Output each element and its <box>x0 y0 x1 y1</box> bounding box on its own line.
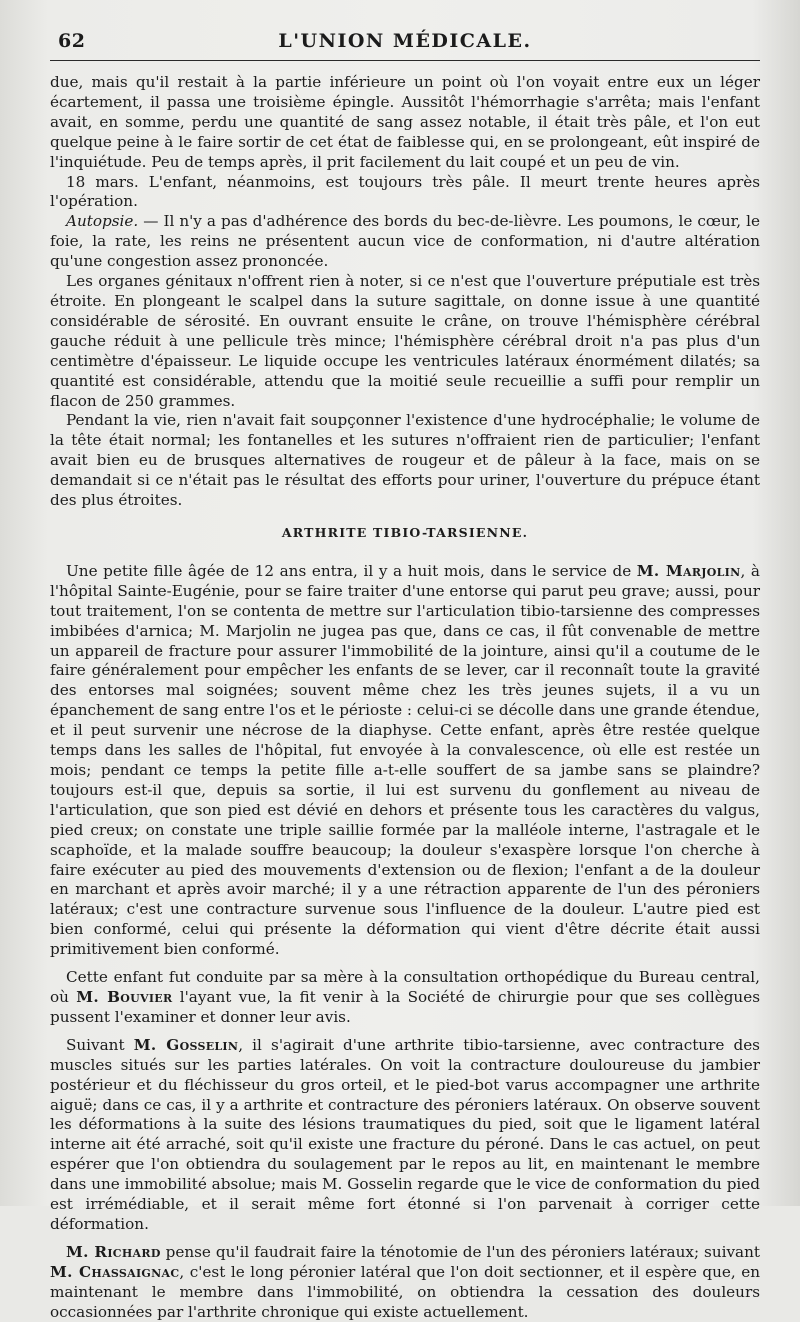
case-text-rest: , à l'hôpital Sainte-Eugénie, pour se faire traiter d'une entorse qui parut peu grave; aussi, pour tout traitement, l'on se contenta de mettre sur l'articulation tibio-tarsienne des compresses imbibées d'arnica; M. Marjolin ne jugea pas que, dans ce cas, il fût convenable de mettre un appareil de fracture pour assurer l'immobilité de la jointure, ainsi qu'il a coutume de le faire généralement pour empêcher les enfants de se lever, car il reconnaît toute la gravité des entorses mal soignées; souvent même chez les très jeunes sujets, il a vu un épanchement de sang entre l'os et le périoste : celui-ci se décolle dans une grande étendue, et il peut survenir une nécrose de la diaphyse. Cette enfant, après être restée quelque temps dans les salles de l'hôpital, fut envoyée à la convalescence, où elle est restée un mois; pendant ce temps la petite fille a-t-elle souffert de sa jambe sans se plaindre? toujours est-il que, depuis sa sortie, il lui est survenu du gonflement au niveau de l'articulation, que son pied est dévié en dehors et présente tous les caractères du valgus, pied creux; on constate une triple saillie formée par la malléole interne, l'astragale et le scaphoïde, et la malade souffre beaucoup; la douleur s'exaspère lorsque l'on cherche à faire exécuter au pied des mouvements d'extension ou de flexion; l'enfant a de la douleur en marchant et après avoir marché; il y a une rétraction apparente de l'un des péroniers latéraux; c'est une contracture survenue sous l'influence de la douleur. L'autre pied est bien conformé, celui qui présente la déformation qui vient d'être décrite était aussi primitivement bien conformé. <box>50 561 760 959</box>
case-text-start: Une petite fille âgée de 12 ans entra, il y a huit mois, dans le service de <box>66 561 637 580</box>
person-bouvier: M. Bouvier <box>76 987 173 1006</box>
person-chassaignac: M. Chassaignac <box>50 1262 180 1281</box>
autopsy-label: Autopsie. <box>66 212 139 231</box>
paragraph-autopsy <box>50 212 760 272</box>
gosselin-text-rest: , il s'agirait d'une arthrite tibio-tarsienne, avec contracture des muscles situés sur les parties latérales. On voit la contracture douloureuse du jambier postérieur et du fléchisseur du gros orteil, et le pied-bot varus accompagner une arthrite aiguë; dans ce cas, il y a arthrite et contracture des péroniers latéraux. On observe souvent les déformations à la suite des lésions traumatiques du pied, soit que le ligament latéral interne ait été arraché, soit qu'il existe une fracture du péroné. Dans le cas actuel, on peut espérer que l'on obtiendra du soulagement par le repos au lit, en maintenant le membre dans une immobilité absolue; mais M. Gosselin regarde que le vice de conformation du pied est irrémédiable, et il serait même fort étonné si l'on parvenait à corriger cette déformation. <box>50 1035 760 1233</box>
page-number: 62 <box>58 30 86 52</box>
section-title: ARTHRITE TIBIO-TARSIENNE. <box>281 524 529 540</box>
paragraph-hemorrhage-continuation: due, mais qu'il restait à la partie inférieure un point où l'on voyait entre eux un léger écartement, il passa une troisième épingle. Aussitôt l'hémorrhagie s'arrêta; mais l'enfant avait, en somme, perdu une quantité de sang assez notable, il était très pâle, et l'on eut quelque peine à le faire sortir de cet état de faiblesse qui, en se prolongeant, eût inspiré de l'inquiétude. Peu de temps après, il prit facilement du lait coupé et un peu de vin. <box>50 73 760 171</box>
person-gosselin: M. Gosselin <box>133 1035 239 1054</box>
paragraph-gosselin-opinion <box>50 1036 760 1235</box>
journal-title: L'UNION MÉDICALE. <box>278 30 532 52</box>
consultation-text-rest: l'ayant vue, la fit venir à la Société de chirurgie pour que ses collègues pussent l'examiner et donner leur avis. <box>50 987 760 1026</box>
paragraph-genital-organs: Les organes génitaux n'offrent rien à noter, si ce n'est que l'ouverture préputiale est très étroite. En plongeant le scalpel dans la suture sagittale, on donne issue à une quantité considérable de sérosité. En ouvrant ensuite le crâne, on trouve l'hémisphère cérébral gauche réduit à une pellicule très mince; l'hémisphère cérébral droit n'a pas plus d'un centimètre d'épaisseur. Le liquide occupe les ventricules latéraux énormément dilatés; sa quantité est considérable, attendu que la moitié seule recueillie a suffi pour remplir un flacon de 250 grammes. <box>50 272 760 410</box>
gosselin-text-start: Suivant <box>66 1035 134 1054</box>
paragraph-richard-chassaignac <box>50 1243 760 1322</box>
chassaignac-text: , c'est le long péronier latéral que l'on doit sectionner, et il espère que, en maintenant le membre dans l'immobilité, on obtiendra la cessation des douleurs occasionnées par l'arthrite chronique qui existe actuellement. <box>50 1262 760 1321</box>
paragraph-case-description <box>50 562 760 960</box>
paragraph-march-18: 18 mars. L'enfant, néanmoins, est toujours très pâle. Il meurt trente heures après l'opération. <box>50 172 760 211</box>
paragraph-during-life: Pendant la vie, rien n'avait fait soupçonner l'existence d'une hydrocéphalie; le volume de la tête était normal; les fontanelles et les sutures n'offraient rien de particulier; l'enfant avait bien eu de brusques alternatives de rougeur et de pâleur à la face, mais on se demandait si ce n'était pas le résultat des efforts pour uriner, l'ouverture du prépuce étant des plus étroites. <box>50 411 760 510</box>
running-head <box>50 20 760 61</box>
richard-text: pense qu'il faudrait faire la ténotomie de l'un des péroniers latéraux; suivant <box>160 1242 760 1261</box>
consultation-text-start: Cette enfant fut conduite par sa mère à la consultation orthopédique du Bureau central, où <box>50 968 760 1006</box>
person-richard: M. Richard <box>66 1242 161 1261</box>
article-body <box>50 73 760 1322</box>
paragraph-consultation <box>50 968 760 1028</box>
person-marjolin: M. Marjolin <box>636 561 741 580</box>
autopsy-text: — Il n'y a pas d'adhérence des bords du bec-de-lièvre. Les poumons, le cœur, le foie, la rate, les reins ne présentent aucun vice de conformation, ni d'autre altération qu'une congestion assez prononcée. <box>50 212 760 271</box>
